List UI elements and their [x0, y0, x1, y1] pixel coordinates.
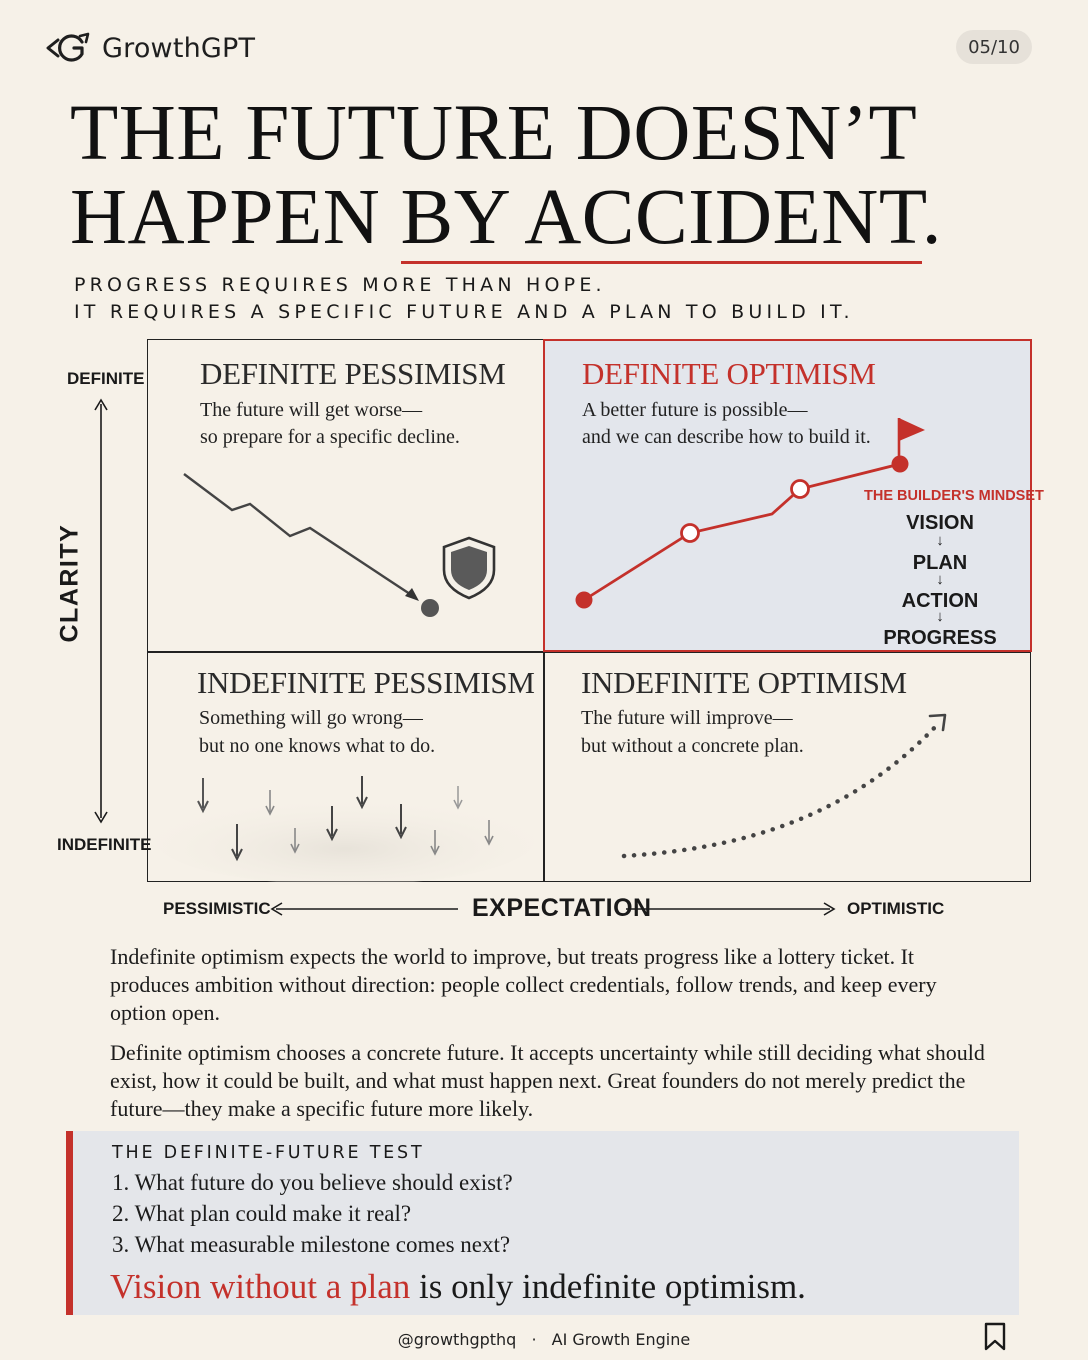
brand-name: GrowthGPT	[102, 32, 256, 64]
quadrant-title-indefinite-pessimism: INDEFINITE PESSIMISM	[197, 665, 535, 700]
footer	[0, 1330, 1088, 1349]
quadrant-title-indefinite-optimism: INDEFINITE OPTIMISM	[581, 665, 907, 700]
clarity-axis-arrow	[95, 400, 107, 822]
flow-arrow-1: ↓	[936, 532, 944, 549]
footer-handle[interactable]: @growthgpthq	[397, 1330, 517, 1349]
tagline-emphasis: Vision without a plan	[110, 1267, 411, 1306]
subtitle-line-2: IT REQUIRES A SPECIFIC FUTURE AND A PLAN TO BUILD IT.	[74, 301, 854, 323]
quadrant-desc-definite-optimism-2: and we can describe how to build it.	[582, 426, 871, 448]
quadrant-desc-indefinite-optimism-1: The future will improve—	[581, 707, 793, 729]
title-line-2-end: .	[921, 174, 942, 261]
decline-line	[184, 474, 439, 617]
subtitle-line-1: PROGRESS REQUIRES MORE THAN HOPE.	[74, 274, 606, 296]
flow-arrow-2: ↓	[936, 571, 944, 588]
test-item-2: 2. What plan could make it real?	[112, 1201, 412, 1226]
flow-arrow-3: ↓	[936, 608, 944, 625]
quadrant-desc-indefinite-pessimism-2: but no one knows what to do.	[199, 735, 436, 757]
dotted-trend	[624, 715, 945, 856]
uncertainty-arrows	[155, 776, 535, 885]
title-line-1: THE FUTURE DOESN’T	[70, 90, 918, 177]
flow-step-vision: VISION	[906, 512, 974, 534]
rise-line	[576, 456, 909, 609]
x-axis-right-label: OPTIMISTIC	[847, 899, 945, 918]
paragraph-indefinite-optimism: Indefinite optimism expects the world to improve, but treats progress like a lottery ticket. It produces ambition without direction: people collect credentials, follow trends, and keep every option open.	[110, 944, 937, 1025]
flag-icon	[899, 418, 925, 458]
flow-step-action: ACTION	[901, 590, 979, 612]
quadrant-title-definite-optimism: DEFINITE OPTIMISM	[582, 356, 876, 391]
quadrant-desc-definite-pessimism-2: so prepare for a specific decline.	[200, 426, 460, 448]
quadrant-title-definite-pessimism: DEFINITE PESSIMISM	[200, 356, 506, 391]
page-indicator: 05/10	[956, 30, 1032, 64]
test-item-1: 1. What future do you believe should exist?	[112, 1170, 513, 1195]
flow-step-progress: PROGRESS	[883, 627, 997, 649]
test-label: THE DEFINITE-FUTURE TEST	[112, 1143, 425, 1163]
bookmark-icon[interactable]	[983, 1322, 1007, 1352]
builders-mindset-title: THE BUILDER'S MINDSET	[864, 488, 1044, 504]
y-axis-title: CLARITY	[55, 523, 84, 643]
y-axis-top-label: DEFINITE	[67, 369, 145, 388]
flow-step-plan: PLAN	[912, 552, 968, 574]
footer-separator: ·	[531, 1330, 537, 1349]
quadrant-desc-indefinite-pessimism-1: Something will go wrong—	[199, 707, 423, 729]
test-item-3: 3. What measurable milestone comes next?	[112, 1232, 511, 1257]
title-underlined-phrase: BY ACCIDENT	[401, 174, 922, 264]
quadrant-desc-definite-pessimism-1: The future will get worse—	[200, 399, 423, 421]
paragraph-definite-optimism: Definite optimism chooses a concrete future. It accepts uncertainty while still deciding what should exist, how it could be built, and what must happen next. Great founders do not merely predict the future—they make a specific future more likely.	[110, 1040, 985, 1121]
x-axis-left-label: PESSIMISTIC	[163, 899, 271, 918]
tagline	[110, 1267, 806, 1307]
quadrant-desc-indefinite-optimism-2: but without a concrete plan.	[581, 735, 804, 757]
shield-icon	[444, 538, 494, 598]
footer-tagline: AI Growth Engine	[551, 1330, 691, 1349]
x-axis-title: EXPECTATION	[472, 894, 652, 922]
y-axis-bottom-label: INDEFINITE	[57, 835, 152, 854]
title-line-2-start: HAPPEN	[70, 174, 401, 261]
quadrant-desc-definite-optimism-1: A better future is possible—	[582, 399, 808, 421]
tagline-rest: is only indefinite optimism.	[410, 1267, 806, 1306]
